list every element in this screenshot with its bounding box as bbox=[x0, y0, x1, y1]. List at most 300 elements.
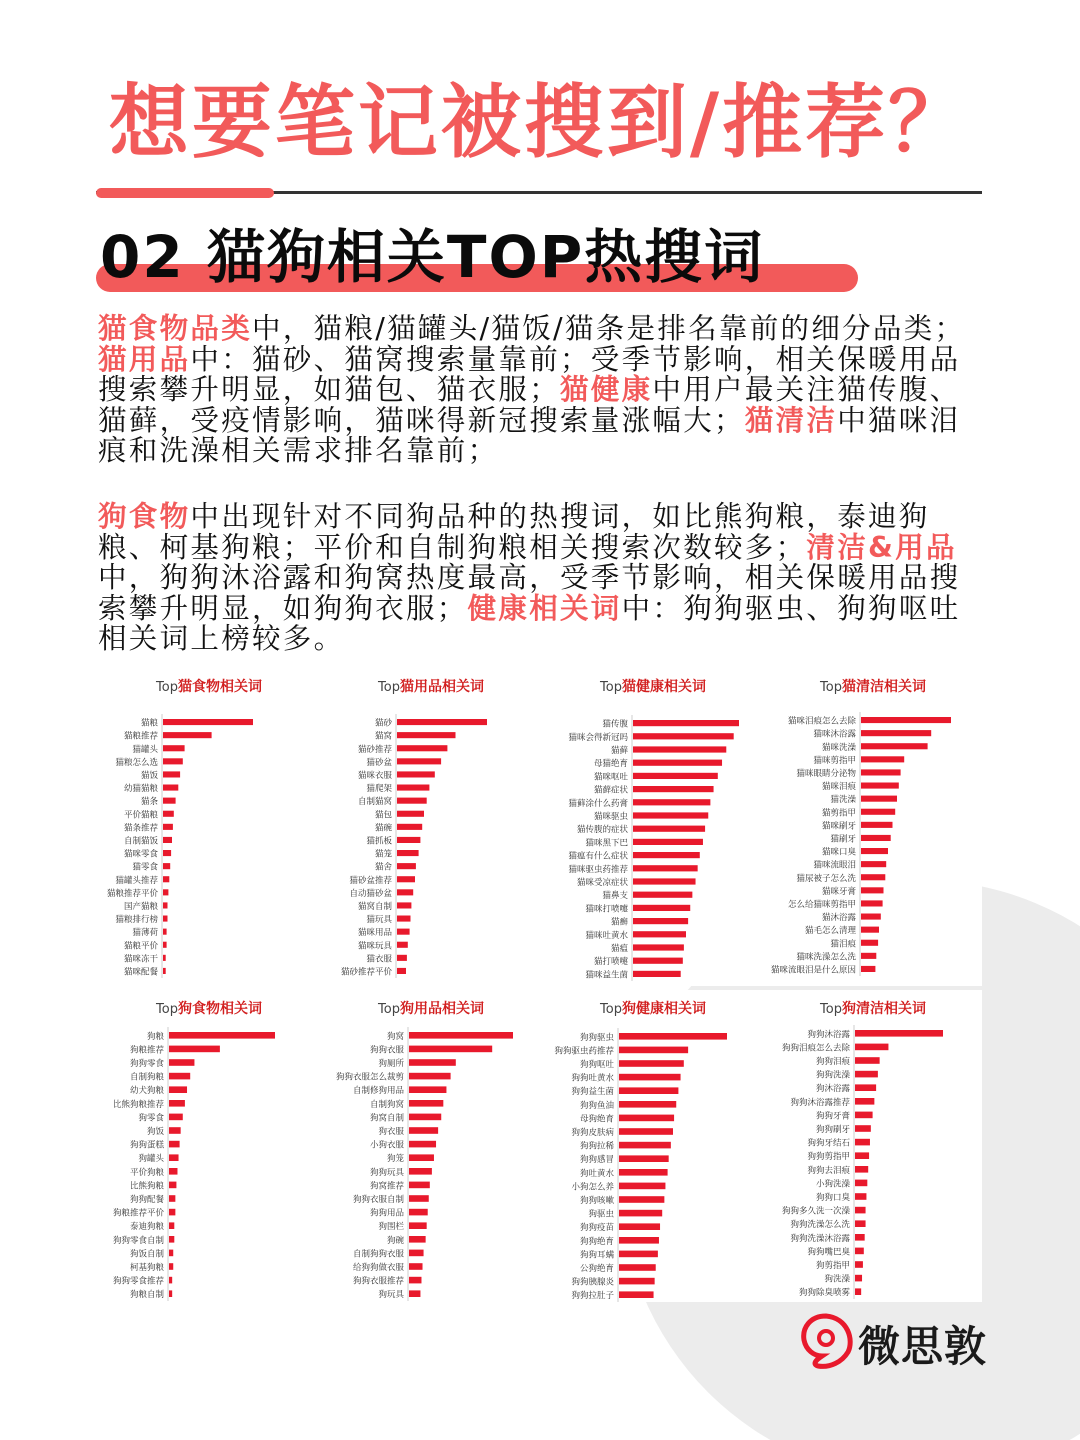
bar-label: 猫舍 bbox=[374, 862, 392, 873]
bar-label: 自制猫饭 bbox=[123, 836, 158, 847]
bar bbox=[861, 822, 893, 828]
bar-label: 狗狗刷牙 bbox=[815, 1125, 850, 1135]
highlight-keyword: 猫食物品类 bbox=[98, 312, 253, 345]
bar bbox=[397, 771, 435, 777]
section-title: 02 猫狗相关TOP热搜词 bbox=[100, 223, 765, 291]
bar bbox=[163, 850, 171, 856]
bar-label: 猫咪配餐 bbox=[123, 967, 158, 978]
bar bbox=[163, 824, 173, 830]
bar bbox=[169, 1141, 180, 1148]
bar-label: 狗狗零食 bbox=[129, 1059, 164, 1069]
chart-plot bbox=[98, 990, 320, 1305]
bar-label: 怎么给猫咪剪指甲 bbox=[787, 899, 856, 910]
paragraph-text: 中：猫砂、猫窝搜索量靠前；受季节影响，相关保暖用品搜索攀升明显，如猫包、猫衣服； bbox=[98, 342, 961, 406]
bar bbox=[169, 1250, 173, 1257]
bar-label: 猫传腹 bbox=[602, 719, 628, 730]
bar-label: 猫咪剪指甲 bbox=[813, 755, 856, 766]
bar bbox=[409, 1141, 436, 1148]
bar bbox=[397, 863, 416, 869]
bar-chart bbox=[542, 668, 764, 986]
bar bbox=[619, 1033, 727, 1040]
bar bbox=[619, 1087, 678, 1094]
bar bbox=[397, 850, 419, 856]
bar-label: 猫剪指甲 bbox=[821, 808, 856, 819]
bar-label: 给狗狗做衣服 bbox=[352, 1263, 404, 1273]
bar-label: 自制狗窝 bbox=[369, 1099, 404, 1110]
bar-label: 狗狗耳螨 bbox=[579, 1250, 614, 1261]
chart-title-text: 猫用品相关词 bbox=[399, 679, 484, 695]
bar-label: 狗狗配餐 bbox=[129, 1195, 164, 1205]
chart-title-text: 狗清洁相关词 bbox=[841, 1001, 926, 1017]
page-title: 想要笔记被搜到/推荐？ bbox=[108, 76, 972, 169]
bar-label: 狗狗驱虫 bbox=[579, 1032, 614, 1043]
bar bbox=[633, 826, 705, 832]
chart-title-prefix: Top bbox=[378, 680, 400, 695]
bar-label: 猫咪眼睛分泌物 bbox=[796, 768, 856, 779]
bar bbox=[397, 719, 487, 725]
bar bbox=[619, 1155, 669, 1162]
bar bbox=[861, 953, 876, 959]
bar-label: 猫咪呕吐 bbox=[593, 772, 628, 783]
bar-chart bbox=[320, 990, 542, 1302]
bar bbox=[619, 1074, 681, 1081]
bar bbox=[619, 1128, 673, 1135]
bar bbox=[633, 865, 698, 871]
bar-label: 狗狗牙结石 bbox=[807, 1138, 850, 1149]
bar bbox=[409, 1195, 429, 1202]
bar-label: 猫砂推荐平价 bbox=[340, 967, 392, 978]
bar-label: 狗狗零食自制 bbox=[112, 1235, 164, 1246]
bar bbox=[163, 929, 167, 935]
bar-label: 猫咪牙膏 bbox=[821, 886, 856, 897]
bar-label: 小狗衣服 bbox=[369, 1140, 404, 1151]
bar bbox=[855, 1234, 865, 1241]
bar-label: 狗狗衣服推荐 bbox=[352, 1276, 404, 1287]
bar bbox=[163, 942, 167, 948]
bar bbox=[861, 717, 951, 723]
bar bbox=[855, 1220, 866, 1227]
bar bbox=[409, 1277, 421, 1284]
bar bbox=[633, 852, 700, 858]
bar bbox=[163, 889, 168, 895]
bar bbox=[619, 1169, 668, 1176]
chart-plot bbox=[764, 668, 982, 980]
bar bbox=[169, 1032, 275, 1039]
chart-title-text: 猫清洁相关词 bbox=[841, 679, 926, 695]
bar-label: 猫癣 bbox=[610, 917, 628, 928]
bar-label: 猫窝 bbox=[374, 731, 392, 742]
bar bbox=[861, 887, 884, 893]
bar-label: 猫咪口臭 bbox=[821, 847, 856, 858]
bar bbox=[619, 1060, 684, 1067]
bar bbox=[169, 1222, 174, 1229]
bar-label: 猫零食 bbox=[132, 862, 158, 873]
bar-label: 狗罐头 bbox=[138, 1154, 164, 1165]
bar bbox=[409, 1073, 451, 1080]
bar bbox=[855, 1071, 878, 1078]
bar-label: 自制猫窝 bbox=[357, 797, 392, 808]
bar-label: 猫笼 bbox=[374, 849, 392, 860]
chart-title-text: 狗用品相关词 bbox=[399, 1001, 484, 1017]
highlight-keyword: 狗食物 bbox=[98, 500, 191, 533]
bar-label: 狗狗泪痕怎么去除 bbox=[781, 1043, 850, 1054]
bar-label: 狗狗鱼油 bbox=[579, 1100, 614, 1111]
bar-label: 猫罐头 bbox=[132, 744, 158, 755]
bar bbox=[633, 720, 739, 726]
bar-label: 猫咪流眼泪是什么原因 bbox=[770, 965, 856, 976]
bar bbox=[397, 785, 429, 791]
bar-label: 猫咪泪痕 bbox=[821, 782, 856, 793]
bar-label: 公狗绝育 bbox=[579, 1264, 614, 1274]
bar-label: 猫咪衣服 bbox=[357, 770, 392, 781]
bar bbox=[169, 1127, 181, 1134]
dog-summary-paragraph bbox=[98, 502, 984, 655]
bar-label: 狗驱虫 bbox=[588, 1209, 614, 1220]
bar-label: 狗狗胰腺炎 bbox=[571, 1277, 614, 1288]
bar-label: 猫罐头推荐 bbox=[115, 875, 158, 886]
bar-label: 猫粮推荐 bbox=[123, 731, 158, 742]
bar-label: 小狗洗澡 bbox=[815, 1179, 850, 1190]
paragraph-text: 中，猫粮/猫罐头/猫饭/猫条是排名靠前的细分品类； bbox=[252, 312, 966, 345]
bar bbox=[163, 968, 166, 974]
bar bbox=[861, 783, 899, 789]
bar bbox=[861, 848, 888, 854]
cat-charts-panel bbox=[98, 668, 982, 986]
chart-title-prefix: Top bbox=[156, 680, 178, 695]
bar-label: 猫咪洗澡怎么洗 bbox=[796, 952, 856, 963]
bar-label: 猫咪益生菌 bbox=[585, 970, 628, 981]
bar-label: 狗饭自制 bbox=[129, 1249, 164, 1260]
bar-label: 柯基狗粮 bbox=[129, 1263, 164, 1273]
bar-label: 猫藓症状 bbox=[593, 785, 628, 796]
bar-label: 母猫绝育 bbox=[593, 759, 628, 770]
bar-label: 猫鼻支 bbox=[602, 891, 628, 902]
bar-label: 猫砂推荐 bbox=[357, 744, 392, 755]
bar bbox=[633, 839, 703, 845]
bar bbox=[855, 1112, 873, 1119]
chart-plot bbox=[320, 668, 542, 982]
bar bbox=[409, 1032, 513, 1039]
bar bbox=[861, 796, 897, 802]
dog-charts-panel bbox=[98, 990, 982, 1302]
bar bbox=[163, 811, 174, 817]
bar-label: 猫咪零食 bbox=[123, 849, 158, 860]
chart-title-prefix: Top bbox=[156, 1002, 178, 1017]
bar bbox=[619, 1101, 676, 1108]
bar-label: 幼犬狗粮 bbox=[129, 1086, 164, 1097]
bar-label: 狗吐黄水 bbox=[579, 1168, 614, 1179]
bar-label: 猫粮平价 bbox=[123, 941, 158, 952]
bar-label: 狗狗衣服怎么裁剪 bbox=[335, 1072, 404, 1083]
bar-label: 狗狗牙膏 bbox=[815, 1111, 850, 1122]
bar-label: 狗狗感冒 bbox=[579, 1155, 614, 1166]
bar-label: 狗狗用品 bbox=[369, 1208, 404, 1219]
bar-label: 猫咪洗澡 bbox=[821, 742, 856, 753]
bar-chart bbox=[320, 668, 542, 986]
bar-label: 猫衣服 bbox=[366, 954, 392, 965]
bar bbox=[169, 1073, 190, 1080]
highlight-keyword: 猫健康 bbox=[560, 373, 653, 406]
bar bbox=[619, 1183, 665, 1190]
bar-label: 狗粮 bbox=[146, 1031, 164, 1042]
bar bbox=[861, 966, 875, 972]
bar-label: 猫饭 bbox=[140, 770, 158, 781]
bar bbox=[163, 902, 168, 908]
bar-label: 猫碗 bbox=[374, 823, 392, 834]
bar-label: 猫沐浴露 bbox=[821, 913, 856, 924]
highlight-keyword: 清洁&用品 bbox=[806, 530, 957, 564]
bar bbox=[163, 745, 185, 751]
bar bbox=[169, 1236, 174, 1243]
bar-label: 狗狗衣服 bbox=[369, 1045, 404, 1056]
bar bbox=[619, 1251, 658, 1258]
bar bbox=[397, 889, 413, 895]
bar-label: 猫咪受凉症状 bbox=[576, 878, 628, 888]
bar-label: 猫咪刷牙 bbox=[821, 821, 856, 832]
bar bbox=[397, 798, 427, 804]
bar bbox=[619, 1142, 671, 1149]
bar bbox=[633, 773, 718, 779]
bar bbox=[633, 931, 686, 937]
bar bbox=[861, 900, 883, 906]
bar bbox=[409, 1290, 420, 1297]
bar bbox=[397, 758, 441, 764]
bar-label: 自制狗狗衣服 bbox=[352, 1249, 404, 1260]
bar bbox=[409, 1168, 432, 1175]
bar-label: 猫窝自制 bbox=[357, 901, 392, 912]
bar-label: 狗玩具 bbox=[378, 1290, 404, 1301]
bar bbox=[169, 1046, 220, 1053]
chart-title-text: 猫食物相关词 bbox=[177, 679, 262, 695]
bar bbox=[619, 1047, 688, 1054]
bar-label: 平价猫粮 bbox=[123, 810, 158, 821]
bar bbox=[397, 824, 422, 830]
bar bbox=[633, 958, 683, 964]
chart-title-text: 狗健康相关词 bbox=[621, 1001, 706, 1017]
bar-label: 猫砂 bbox=[374, 718, 392, 729]
paragraph-text: 中，狗狗沐浴露和狗窝热度最高，受季节影响，相关保暖用品搜索攀升明显，如狗狗衣服； bbox=[98, 561, 961, 625]
brand-logo bbox=[796, 1310, 996, 1370]
bar bbox=[169, 1263, 173, 1270]
bar bbox=[855, 1288, 861, 1295]
bar bbox=[633, 746, 726, 752]
bar-label: 狗狗拉肚子 bbox=[571, 1291, 614, 1302]
bar-label: 猫条推荐 bbox=[123, 823, 158, 834]
cat-summary-paragraph bbox=[98, 314, 984, 467]
bar-label: 狗狗洗澡 bbox=[815, 1070, 850, 1081]
bar-label: 猫瘟有什么症状 bbox=[568, 851, 628, 862]
bar bbox=[855, 1098, 874, 1105]
bar-label: 猫毛怎么清理 bbox=[804, 926, 856, 937]
bar-label: 猫尿被子怎么洗 bbox=[796, 873, 856, 884]
highlight-keyword: 健康相关词 bbox=[467, 591, 622, 625]
bar bbox=[855, 1248, 864, 1255]
bar-label: 狗零食 bbox=[138, 1113, 164, 1124]
bar-label: 平价狗粮 bbox=[129, 1167, 164, 1178]
bar-label: 小狗怎么养 bbox=[571, 1182, 614, 1193]
bar-label: 猫泪痕 bbox=[830, 939, 856, 950]
bar-label: 狗狗嘴巴臭 bbox=[807, 1247, 850, 1258]
bar-label: 幼猫猫粮 bbox=[123, 784, 158, 795]
chart-title-prefix: Top bbox=[820, 680, 842, 695]
bar-label: 猫薄荷 bbox=[132, 928, 158, 939]
bar-label: 狗狗吐黄水 bbox=[571, 1073, 614, 1084]
bar bbox=[397, 811, 424, 817]
bar bbox=[855, 1166, 868, 1173]
bar bbox=[169, 1154, 179, 1161]
bar bbox=[633, 760, 722, 766]
bar-label: 狗狗剪指甲 bbox=[807, 1152, 850, 1163]
bar-label: 猫传腹的症状 bbox=[576, 825, 628, 836]
bar bbox=[409, 1250, 424, 1257]
bar-label: 猫咪泪痕怎么去除 bbox=[787, 716, 856, 727]
bar bbox=[397, 837, 420, 843]
bar-label: 猫包 bbox=[374, 810, 392, 821]
brand-logo-text: 微思敦 bbox=[858, 1322, 988, 1371]
bar-label: 狗狗口臭 bbox=[815, 1193, 850, 1203]
bar bbox=[409, 1046, 492, 1053]
bar-label: 狗围栏 bbox=[378, 1222, 404, 1233]
bar-label: 猫爬架 bbox=[366, 784, 392, 795]
chart-title-prefix: Top bbox=[600, 680, 622, 695]
bar bbox=[409, 1100, 443, 1107]
bar-label: 狗粮推荐 bbox=[129, 1045, 164, 1056]
bar bbox=[409, 1236, 426, 1243]
bar bbox=[855, 1152, 869, 1159]
bar bbox=[633, 944, 684, 950]
bar bbox=[169, 1290, 172, 1297]
bar-label: 狗粮推荐平价 bbox=[112, 1208, 164, 1219]
bar bbox=[163, 798, 176, 804]
bar-label: 狗狗除臭喷雾 bbox=[798, 1288, 850, 1299]
bar-label: 狗笼 bbox=[386, 1154, 404, 1165]
chart-plot bbox=[764, 990, 982, 1303]
chart-plot bbox=[98, 668, 320, 982]
bar-label: 狗粮自制 bbox=[129, 1290, 164, 1301]
highlight-keyword: 猫清洁 bbox=[744, 403, 838, 437]
chart-plot bbox=[542, 990, 764, 1306]
bar-label: 猫咪驱虫药推荐 bbox=[568, 864, 628, 875]
bar-label: 狗狗益生菌 bbox=[571, 1087, 614, 1098]
bar bbox=[409, 1263, 423, 1270]
bar bbox=[163, 863, 170, 869]
bar-label: 狗狗蛋糕 bbox=[129, 1140, 164, 1151]
bar-label: 狗狗泪痕 bbox=[815, 1057, 850, 1067]
bar bbox=[169, 1182, 176, 1189]
bar-label: 狗狗疫苗 bbox=[579, 1223, 614, 1234]
bar bbox=[633, 812, 708, 818]
bar bbox=[619, 1210, 662, 1217]
bar bbox=[861, 809, 895, 815]
bar-label: 狗沐浴露 bbox=[815, 1084, 850, 1095]
bar bbox=[861, 861, 886, 867]
brand-logo-icon bbox=[796, 1310, 856, 1370]
bar bbox=[397, 942, 408, 948]
bar bbox=[855, 1275, 862, 1282]
bar bbox=[169, 1059, 194, 1066]
bar-label: 猫条 bbox=[140, 797, 158, 808]
bar bbox=[861, 835, 891, 841]
bar bbox=[397, 732, 456, 738]
bar-label: 猫咪驱虫 bbox=[593, 812, 628, 822]
bar-label: 狗窝 bbox=[386, 1031, 404, 1042]
bar bbox=[163, 916, 168, 922]
bar bbox=[409, 1222, 427, 1229]
bar bbox=[861, 743, 928, 749]
bar bbox=[397, 916, 411, 922]
bar-label: 猫瘟 bbox=[610, 944, 628, 954]
bar-label: 比熊狗粮 bbox=[129, 1181, 164, 1192]
bar bbox=[855, 1193, 866, 1200]
bar bbox=[855, 1139, 870, 1146]
paragraph-text: 中出现针对不同狗品种的热搜词，如比熊狗粮，泰迪狗粮、柯基狗粮；平价和自制狗粮相关搜索次数较多； bbox=[98, 500, 930, 564]
chart-title-prefix: Top bbox=[820, 1002, 842, 1017]
bar bbox=[163, 732, 212, 738]
bar bbox=[619, 1223, 660, 1230]
bar-label: 狗狗咳嗽 bbox=[579, 1196, 614, 1206]
bar-label: 母狗绝育 bbox=[579, 1114, 614, 1125]
bar bbox=[169, 1209, 175, 1216]
bar-label: 狗狗衣服自制 bbox=[352, 1195, 404, 1205]
bar bbox=[861, 756, 904, 762]
bar-label: 猫咪流眼泪 bbox=[813, 860, 856, 871]
bar-label: 猫咪黑下巴 bbox=[585, 838, 628, 849]
bar bbox=[397, 902, 411, 908]
bar-label: 狗狗呕吐 bbox=[579, 1060, 614, 1070]
bar-chart bbox=[542, 990, 764, 1302]
bar bbox=[633, 878, 696, 884]
bar-label: 狗狗拉稀 bbox=[579, 1141, 614, 1152]
bar bbox=[397, 929, 410, 935]
bar bbox=[163, 771, 180, 777]
bar-label: 泰迪狗粮 bbox=[129, 1222, 164, 1233]
paragraph-text: 中用户最关注猫传腹、猫藓，受疫情影响，猫咪得新冠搜索量涨幅大； bbox=[98, 373, 961, 437]
bar-label: 自动猫砂盆 bbox=[349, 888, 392, 899]
bar bbox=[169, 1195, 175, 1202]
bar-label: 猫刷牙 bbox=[830, 834, 856, 845]
bar bbox=[409, 1114, 441, 1121]
bar-label: 猫咪打喷嚏 bbox=[585, 904, 628, 915]
bar bbox=[633, 905, 690, 911]
bar bbox=[861, 874, 885, 880]
bar bbox=[861, 940, 878, 946]
highlight-keyword: 猫用品 bbox=[98, 342, 191, 376]
bar bbox=[163, 876, 169, 882]
bar bbox=[855, 1261, 863, 1268]
bar-label: 猫藓 bbox=[610, 746, 628, 756]
bar-label: 猫粮排行榜 bbox=[115, 915, 158, 926]
paragraph-text: 中：狗狗驱虫、狗狗呕吐相关词上榜较多。 bbox=[98, 591, 961, 655]
bar bbox=[409, 1154, 434, 1161]
bar-label: 狗狗绝育 bbox=[579, 1236, 614, 1247]
bar-label: 猫咪冻干 bbox=[123, 954, 158, 965]
bar-label: 猫粮推荐平价 bbox=[106, 888, 158, 899]
bar-label: 自制修狗用品 bbox=[352, 1086, 404, 1097]
bar-label: 猫咪沐浴露 bbox=[813, 729, 856, 740]
bar-label: 国产猫粮 bbox=[123, 901, 158, 912]
bar bbox=[855, 1044, 888, 1051]
bar-label: 猫抓板 bbox=[366, 836, 392, 847]
bar-label: 狗狗洗澡沐浴露 bbox=[790, 1233, 850, 1244]
bar bbox=[855, 1207, 866, 1214]
chart-title-text: 狗食物相关词 bbox=[177, 1001, 262, 1017]
bar bbox=[169, 1100, 185, 1107]
bar-chart bbox=[764, 990, 982, 1302]
bar-label: 狗狗玩具 bbox=[369, 1167, 404, 1178]
bar-label: 猫粮怎么选 bbox=[115, 757, 158, 768]
bar-label: 狗狗零食推荐 bbox=[112, 1276, 164, 1287]
chart-title-text: 猫健康相关词 bbox=[621, 679, 706, 695]
